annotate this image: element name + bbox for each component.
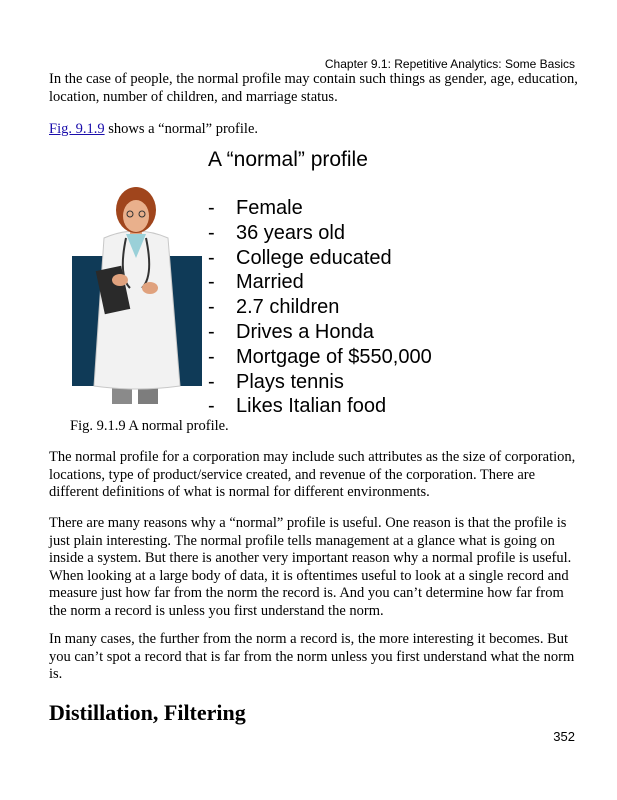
list-item: - 36 years old [208,221,345,244]
profile-attribute-list [208,196,432,419]
figure-caption: Fig. 9.1.9 A normal profile. [70,418,229,434]
list-item: - 2.7 children [208,296,340,319]
list-item: - Likes Italian food [208,395,387,418]
list-item: - College educated [208,246,392,269]
paragraph-corporation-profile: The normal profile for a corporation may include such attributes as the size of corporation, locations, type of product/service created, and revenue of the corporation. There are different definitions of what is normal for different environments. [49,449,576,500]
paragraph-norm: In many cases, the further from the norm a record is, the more interesting it becomes. But you can’t spot a record that is far from the norm unless you first understand what the norm is. [49,631,575,682]
figure-link[interactable]: Fig. 9.1.9 [49,121,105,137]
normal-profile-figure [70,148,470,420]
list-item: - Plays tennis [208,370,344,393]
figure-title: A “normal” profile [208,148,368,171]
list-item: - Female [208,197,303,219]
page-number: 352 [553,729,575,744]
paragraph-reasons: There are many reasons why a “normal” profile is useful. One reason is that the profile is just plain interesting. The normal profile tells management at a glance what is going on inside a system. But there is another very important reason why a normal profile is useful. When looking at a large body of data, it is oftentimes useful to look at a single record and measure just how far from the norm the record is. And you can’t determine how far from the norm a record is unless you first understand the norm. [49,515,572,619]
list-item: - Married [208,271,304,294]
list-item: - Mortgage of $550,000 [208,345,432,368]
paragraph-people-profile: In the case of people, the normal profile may contain such things as gender, age, education, location, number of children, and marriage status. [49,71,578,105]
figure-reference-paragraph [49,121,579,139]
list-item: - Drives a Honda [208,320,374,343]
doctor-illustration [70,176,202,421]
figure-reference-text: shows a “normal” profile. [104,121,259,137]
section-heading: Distillation, Filtering [49,700,246,725]
running-head: Chapter 9.1: Repetitive Analytics: Some Basics [324,57,575,71]
